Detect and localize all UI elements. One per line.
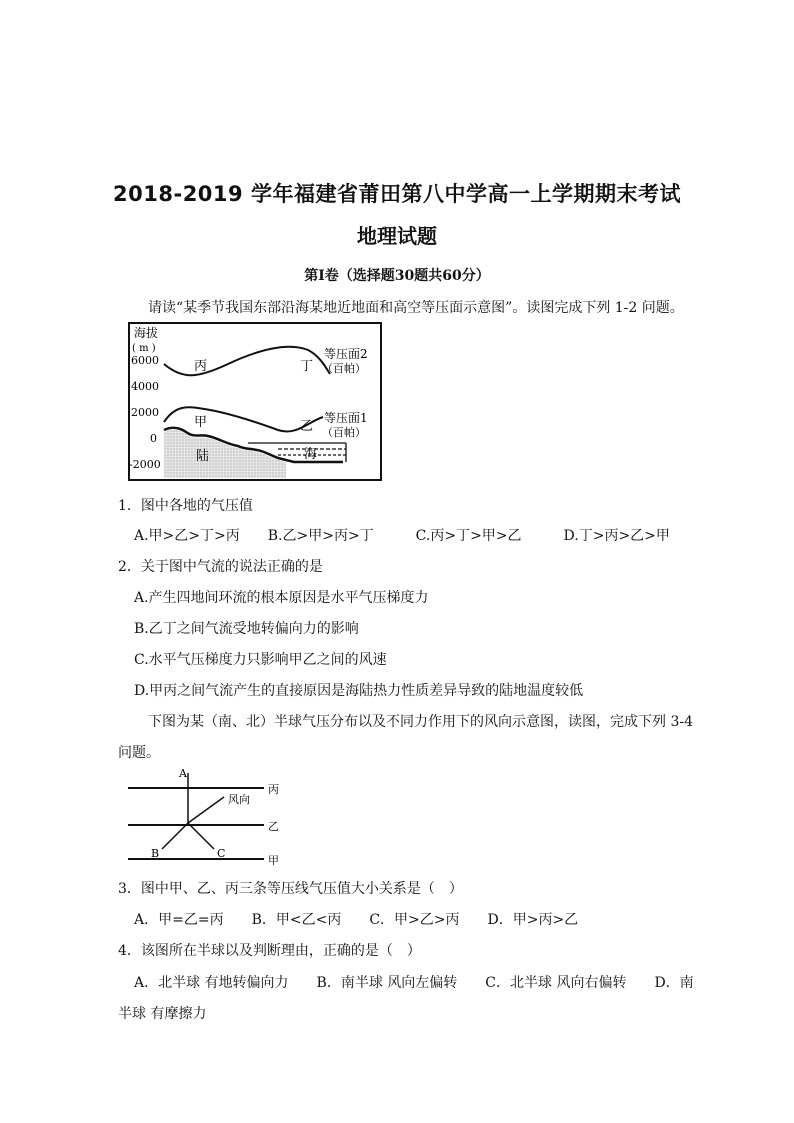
figure-isobaric-surfaces: [128, 322, 383, 486]
label-yi: 乙: [300, 419, 314, 434]
isobar2-label: 等压面2: [324, 347, 368, 361]
label-wind: 风向: [228, 793, 250, 806]
label-b: B: [151, 847, 160, 860]
q3-options: A．甲=乙=丙 B．甲<乙<丙 C．甲>乙>丙 D．甲>丙>乙: [134, 912, 579, 928]
label-land: 陆: [196, 449, 210, 464]
label-yi: 乙: [268, 820, 279, 833]
tick-0: 0: [150, 432, 157, 445]
q2-option-c: C.水平气压梯度力只影响甲乙之间的风速: [134, 652, 387, 668]
q1-stem: 1．图中各地的气压值: [118, 498, 253, 514]
exam-subtitle: 地理试题: [357, 224, 437, 248]
intro-paragraph-2-line2: 问题。: [118, 745, 160, 761]
isobar1-unit: （百帕）: [322, 426, 366, 439]
wind-diagram-svg: [124, 763, 294, 868]
q2-option-a: A.产生四地间环流的根本原因是水平气压梯度力: [134, 590, 429, 606]
isobar-diagram-svg: [128, 322, 383, 482]
section-heading: 第Ⅰ卷（选择题30题共60分）: [304, 268, 490, 284]
label-c: C: [217, 847, 226, 860]
arrow-b: [162, 823, 188, 849]
q4-options-line2: 半球 有摩擦力: [118, 1006, 207, 1022]
q2-stem: 2．关于图中气流的说法正确的是: [118, 559, 323, 575]
arrow-c: [188, 823, 214, 849]
label-sea: 海: [304, 447, 318, 462]
label-ding: 丁: [300, 359, 314, 374]
q2-option-d: D.甲丙之间气流产生的直接原因是海陆热力性质差异导致的陆地温度较低: [134, 683, 584, 699]
arrow-wind: [188, 797, 224, 823]
tick-2000: 2000: [131, 406, 159, 419]
exam-title: 2018-2019 学年福建省莆田第八中学高一上学期期末考试: [113, 182, 681, 206]
label-a: A: [179, 767, 187, 780]
label-jia: 甲: [194, 415, 208, 430]
q3-stem: 3．图中甲、乙、丙三条等压线气压值大小关系是（ ）: [118, 881, 463, 897]
isobar2-unit: （百帕）: [322, 362, 366, 375]
q2-option-b: B.乙丁之间气流受地转偏向力的影响: [134, 621, 359, 637]
ylabel-2: ( m ): [132, 343, 156, 354]
q1-options: A.甲>乙>丁>丙 B.乙>甲>丙>丁 C.丙>丁>甲>乙 D.丁>丙>乙>甲: [134, 528, 670, 544]
label-jia: 甲: [268, 854, 279, 867]
figure-wind-direction: [124, 763, 294, 872]
isobar1-label: 等压面1: [324, 411, 368, 425]
tick-6000: 6000: [131, 354, 159, 367]
intro-paragraph-1: 请读“某季节我国东部沿海某地近地面和高空等压面示意图”。读图完成下列 1-2 问题。: [148, 300, 684, 316]
label-bing: 丙: [268, 783, 279, 796]
ylabel-1: 海拔: [134, 326, 159, 340]
intro-paragraph-2-line1: 下图为某（南、北）半球气压分布以及不同力作用下的风向示意图，读图，完成下列 3-4: [148, 714, 693, 730]
q4-options-line1: A．北半球 有地转偏向力 B．南半球 风向左偏转 C．北半球 风向右偏转 D．南: [134, 975, 694, 991]
tick-4000: 4000: [131, 380, 159, 393]
q4-stem: 4．该图所在半球以及判断理由，正确的是（ ）: [118, 943, 421, 959]
label-bing: 丙: [194, 359, 208, 374]
tick-neg2000: -2000: [129, 458, 161, 471]
